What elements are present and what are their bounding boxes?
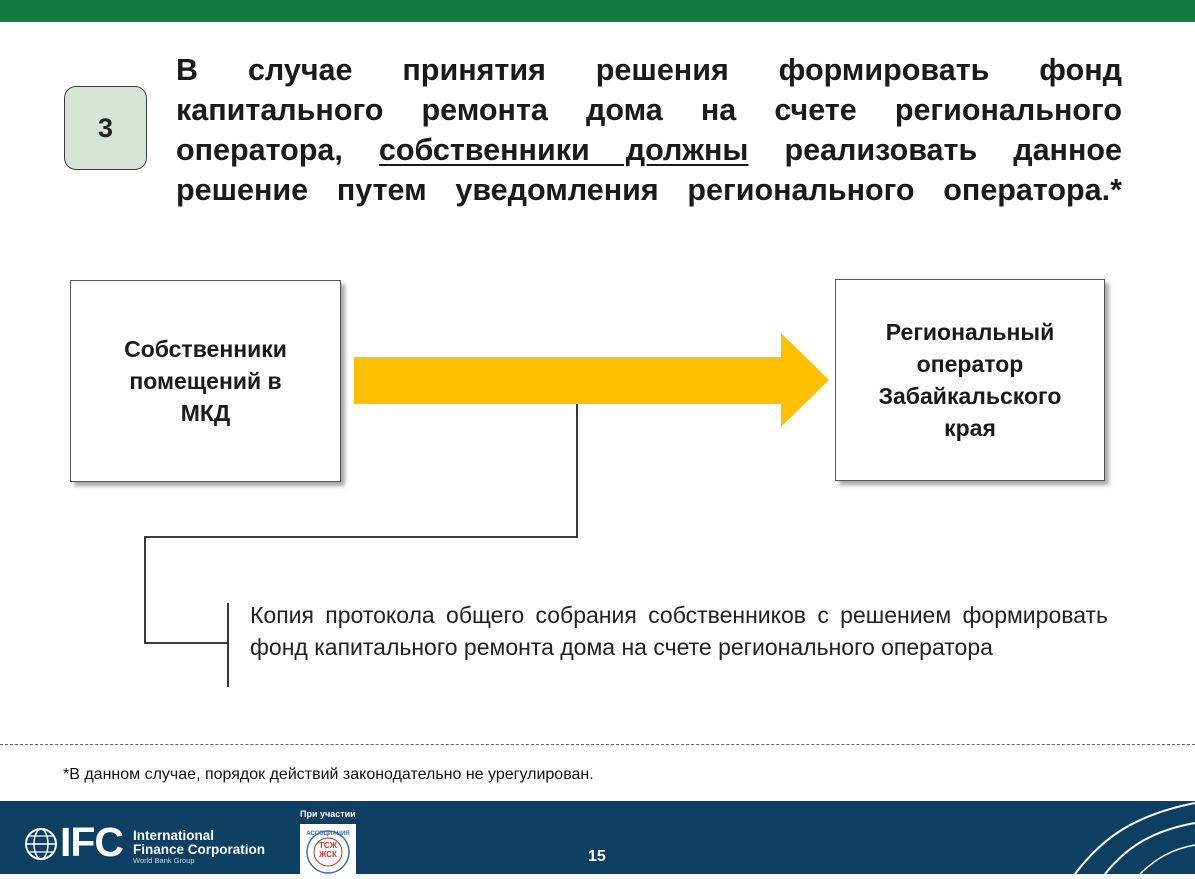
arrow-icon bbox=[354, 333, 829, 427]
ifc-subtitle: World Bank Group bbox=[133, 856, 195, 865]
globe-icon bbox=[25, 828, 57, 860]
owners-box bbox=[70, 280, 341, 482]
document-note: Копия протокола общего собрания собственников с решением формировать фонд капитального ремонта дома на счете регионального оператора bbox=[250, 602, 1108, 660]
headline-text-part1: В случае принятия решения формировать фонд капитального ремонта дома на счете регионального оператора, bbox=[176, 53, 1122, 167]
page-number: 15 bbox=[588, 848, 606, 865]
ifc-name bbox=[133, 829, 265, 857]
partner-logo-text-top: АССОЦИАЦИЯ bbox=[306, 831, 350, 837]
partner-logo-text-bottom: ЖСК bbox=[319, 850, 337, 859]
headline-emphasis: собственники должны bbox=[378, 133, 749, 167]
partner-logo-text-mid: ТСЖ bbox=[319, 841, 337, 850]
partner-logo bbox=[300, 824, 356, 874]
headline-text-part2: реализовать данное решение путем уведомления регионального оператора.* bbox=[176, 133, 1122, 207]
regional-operator-box bbox=[835, 279, 1105, 481]
footer-bar bbox=[0, 801, 1195, 874]
partner-label: При участии bbox=[300, 809, 356, 819]
dashed-divider bbox=[0, 744, 1195, 745]
ifc-name-line2: Finance Corporation bbox=[133, 842, 266, 857]
step-number: 3 bbox=[97, 112, 114, 143]
owners-box-label: Собственники помещений в МКД bbox=[124, 336, 287, 426]
regional-operator-box-label: Региональный оператор Забайкальского края bbox=[878, 319, 1062, 441]
ifc-logo-letters: IFC bbox=[60, 819, 124, 865]
ifc-name-line1: International bbox=[133, 828, 215, 843]
footnote: *В данном случае, порядок действий законодательно не урегулирован. bbox=[63, 766, 594, 783]
